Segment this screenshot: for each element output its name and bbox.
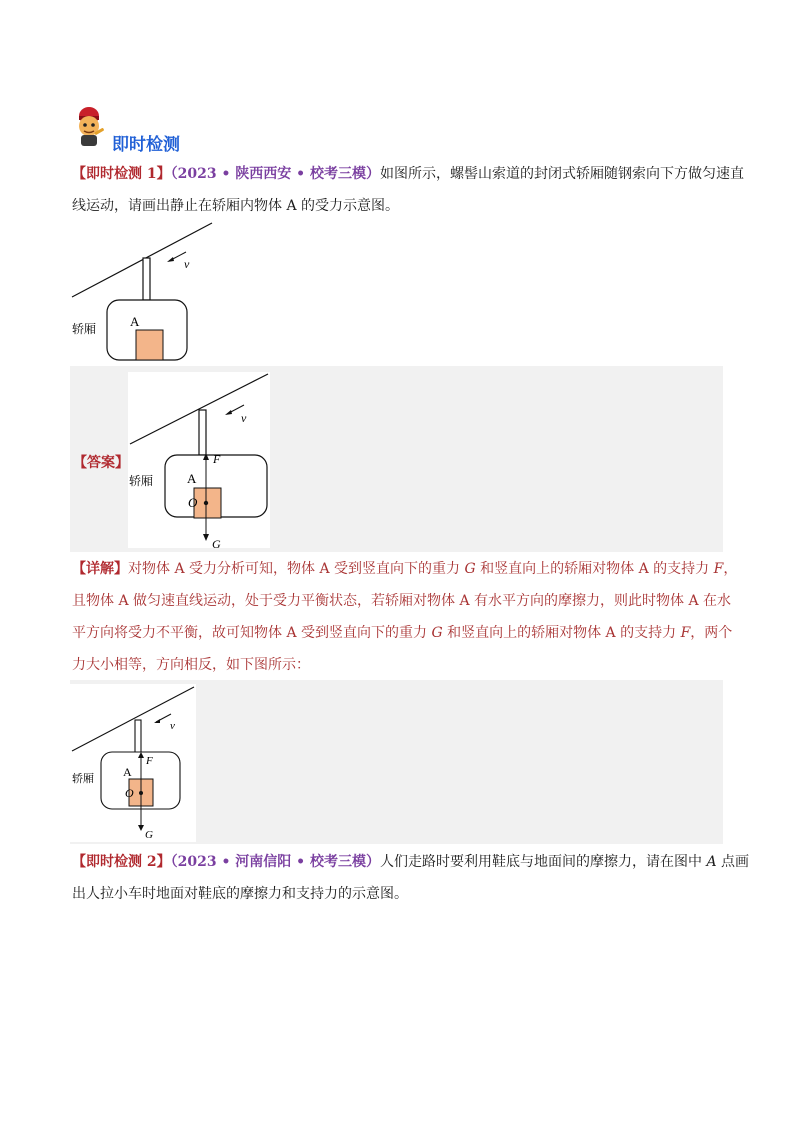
detail-line-2: 且物体 A 做匀速直线运动，处于受力平衡状态，若轿厢对物体 A 有水平方向的摩擦力，则此时物体 A 在水 (72, 593, 732, 609)
detail-point-o-label: O (125, 786, 134, 800)
question-2-text-1a: 人们走路时要利用鞋底与地面间的摩擦力，请在图中 (379, 854, 707, 870)
car-label: 轿厢 (72, 322, 97, 336)
cable-car-figure-question (70, 220, 220, 365)
box-label: A (130, 314, 140, 329)
detail-explanation (72, 553, 737, 681)
detail-symbol-f-2: F (680, 625, 691, 641)
question-2 (72, 846, 749, 910)
answer-car-label: 轿厢 (129, 474, 154, 488)
detail-velocity-label: v (170, 720, 175, 732)
velocity-label: v (184, 257, 190, 271)
section-heading (70, 104, 240, 155)
answer-force-f-label: F (213, 452, 221, 466)
detail-symbol-f: F (713, 561, 724, 577)
detail-symbol-g-2: G (431, 625, 443, 641)
question-1-line-2: 线运动，请画出静止在轿厢内物体 A 的受力示意图。 (72, 198, 400, 214)
question-2-line-2: 出人拉小车时地面对鞋底的摩擦力和支持力的示意图。 (72, 886, 408, 902)
detail-car-label: 轿厢 (72, 773, 94, 785)
question-2-tag: 【即时检测 2】 (72, 854, 171, 870)
detail-line-3 (72, 617, 737, 649)
detail-text-3a: 平方向将受力不平衡，故可知物体 A 受到竖直向下的重力 (72, 625, 432, 641)
answer-point-o-label: O (188, 495, 198, 510)
cable-car-figure-detail (70, 684, 196, 842)
detail-figure-block (70, 680, 723, 844)
detail-text-1c: ， (723, 561, 738, 577)
heading-title: 即时检测 (112, 135, 180, 155)
detail-force-g-label: G (145, 829, 153, 841)
detail-text-3c: ，两个 (690, 625, 733, 641)
answer-tag: 【答案】 (73, 455, 129, 471)
question-1 (72, 158, 744, 222)
answer-force-g-label: G (212, 537, 221, 548)
detail-line-4: 力大小相等，方向相反，如下图所示： (72, 657, 310, 673)
question-1-text-1: 如图所示，螺髻山索道的封闭式轿厢随钢索向下方做匀速直 (379, 166, 744, 182)
answer-box-label: A (187, 471, 197, 486)
question-1-source: （2023 • 陕西西安 • 校考三模） (170, 166, 380, 182)
detail-tag: 【详解】 (72, 561, 128, 577)
question-1-line-1 (72, 158, 744, 190)
detail-force-f-label: F (146, 755, 153, 767)
question-2-source: （2023 • 河南信阳 • 校考三模） (170, 854, 380, 870)
question-1-tag: 【即时检测 1】 (72, 166, 171, 182)
detail-box-label: A (123, 765, 132, 779)
detail-symbol-g: G (464, 561, 476, 577)
detail-text-3b: 和竖直向上的轿厢对物体 A 的支持力 (442, 625, 681, 641)
question-2-text-1b: 点画 (716, 854, 750, 870)
answer-block (70, 366, 723, 552)
mascot-icon (70, 104, 110, 148)
detail-text-1a: 对物体 A 受力分析可知，物体 A 受到竖直向下的重力 (128, 561, 465, 577)
detail-text-1b: 和竖直向上的轿厢对物体 A 的支持力 (475, 561, 714, 577)
question-2-point-a: A (706, 854, 717, 870)
cable-car-figure-answer (128, 372, 270, 548)
question-2-line-1 (72, 846, 749, 878)
answer-velocity-label: v (241, 411, 247, 425)
detail-line-1 (72, 553, 737, 585)
